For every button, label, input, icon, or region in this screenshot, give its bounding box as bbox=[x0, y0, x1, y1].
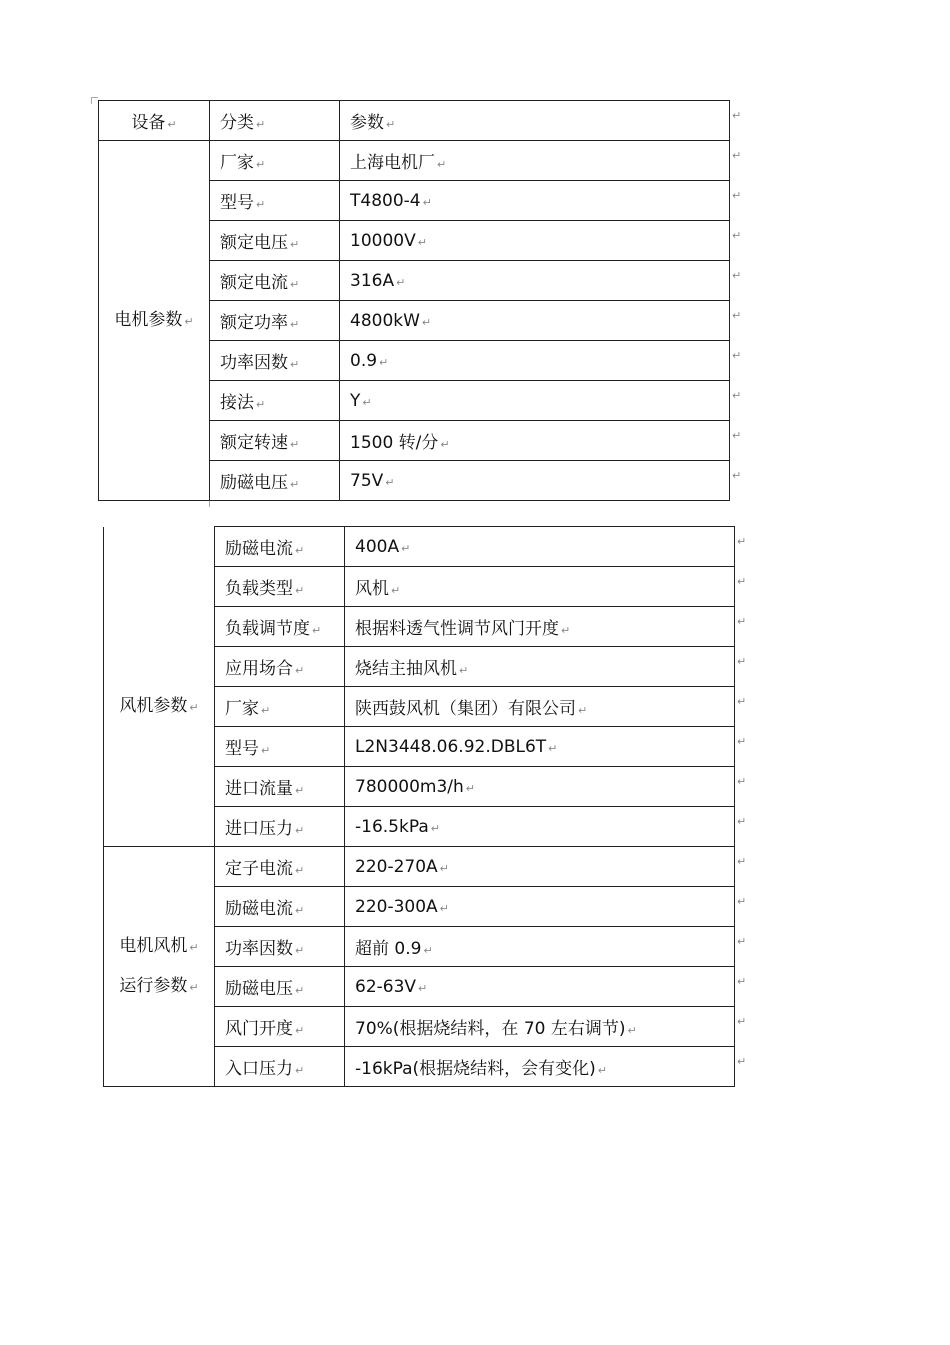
row-end-mark: ↵ bbox=[737, 974, 747, 988]
table-row bbox=[104, 527, 735, 567]
paragraph-mark: ↵ bbox=[379, 355, 389, 369]
row-end-mark: ↵ bbox=[737, 694, 747, 708]
table-row bbox=[104, 847, 735, 887]
run-group-label-line: 运行参数 ↵ bbox=[119, 975, 199, 996]
paragraph-mark: ↵ bbox=[167, 118, 177, 131]
value-cell: 316A ↵ bbox=[340, 261, 730, 301]
value-cell: L2N3448.06.92.DBL6T ↵ bbox=[345, 727, 735, 767]
header-device: 设备 ↵ bbox=[99, 101, 210, 141]
paragraph-mark: ↵ bbox=[295, 904, 305, 917]
row-end-mark: ↵ bbox=[737, 1054, 747, 1068]
table-header-row bbox=[99, 101, 730, 141]
row-end-mark: ↵ bbox=[737, 734, 747, 748]
category-cell: 进口流量 ↵ bbox=[215, 767, 345, 807]
paragraph-mark: ↵ bbox=[396, 275, 406, 289]
paragraph-mark: ↵ bbox=[256, 118, 266, 131]
paragraph-mark: ↵ bbox=[417, 235, 427, 249]
row-end-mark: ↵ bbox=[732, 268, 742, 282]
paragraph-mark: ↵ bbox=[261, 744, 271, 757]
category-cell: 励磁电流 ↵ bbox=[215, 527, 345, 567]
value-cell: -16.5kPa ↵ bbox=[345, 807, 735, 847]
header-category: 分类 ↵ bbox=[210, 101, 340, 141]
category-cell: 进口压力 ↵ bbox=[215, 807, 345, 847]
paragraph-mark: ↵ bbox=[290, 318, 300, 331]
paragraph-mark: ↵ bbox=[578, 704, 588, 717]
paragraph-mark: ↵ bbox=[295, 1064, 305, 1077]
category-cell: 入口压力 ↵ bbox=[215, 1047, 345, 1087]
value-cell: 75V ↵ bbox=[340, 461, 730, 501]
value-cell: 70%(根据烧结料，在 70 左右调节) ↵ bbox=[345, 1007, 735, 1047]
category-cell: 厂家 ↵ bbox=[215, 687, 345, 727]
fan-spec-table bbox=[103, 526, 735, 1087]
value-cell: 上海电机厂 ↵ bbox=[340, 141, 730, 181]
paragraph-mark: ↵ bbox=[391, 584, 401, 597]
paragraph-mark: ↵ bbox=[465, 781, 475, 795]
row-end-mark: ↵ bbox=[737, 894, 747, 908]
row-end-mark: ↵ bbox=[732, 308, 742, 322]
row-end-mark: ↵ bbox=[737, 774, 747, 788]
paragraph-mark: ↵ bbox=[295, 544, 305, 557]
value-cell: 4800kW ↵ bbox=[340, 301, 730, 341]
paragraph-mark: ↵ bbox=[561, 624, 571, 637]
value-cell: 780000m3/h ↵ bbox=[345, 767, 735, 807]
value-cell: 400A ↵ bbox=[345, 527, 735, 567]
paragraph-mark: ↵ bbox=[261, 704, 271, 717]
paragraph-mark: ↵ bbox=[295, 824, 305, 837]
row-end-mark: ↵ bbox=[732, 148, 742, 162]
motor-spec-table bbox=[98, 100, 730, 501]
paragraph-mark: ↵ bbox=[290, 238, 300, 251]
category-cell: 定子电流 ↵ bbox=[215, 847, 345, 887]
value-cell: 1500 转/分 ↵ bbox=[340, 421, 730, 461]
row-end-mark: ↵ bbox=[732, 388, 742, 402]
paragraph-mark: ↵ bbox=[295, 1024, 305, 1037]
paragraph-mark: ↵ bbox=[548, 741, 558, 755]
category-cell: 额定功率 ↵ bbox=[210, 301, 340, 341]
paragraph-mark: ↵ bbox=[295, 664, 305, 677]
paragraph-mark: ↵ bbox=[295, 984, 305, 997]
paragraph-mark: ↵ bbox=[295, 584, 305, 597]
paragraph-mark: ↵ bbox=[189, 940, 199, 954]
row-end-mark: ↵ bbox=[737, 814, 747, 828]
table-row bbox=[99, 141, 730, 181]
category-cell: 型号 ↵ bbox=[210, 181, 340, 221]
paragraph-mark: ↵ bbox=[418, 981, 428, 995]
value-cell: T4800-4 ↵ bbox=[340, 181, 730, 221]
value-cell: 220-300A ↵ bbox=[345, 887, 735, 927]
row-end-mark: ↵ bbox=[737, 934, 747, 948]
category-cell: 厂家 ↵ bbox=[210, 141, 340, 181]
value-cell: 烧结主抽风机 ↵ bbox=[345, 647, 735, 687]
value-cell: 陕西鼓风机（集团）有限公司 ↵ bbox=[345, 687, 735, 727]
category-cell: 风门开度 ↵ bbox=[215, 1007, 345, 1047]
paragraph-mark: ↵ bbox=[256, 158, 266, 171]
category-cell: 励磁电压 ↵ bbox=[215, 967, 345, 1007]
paragraph-mark: ↵ bbox=[437, 158, 447, 171]
paragraph-mark: ↵ bbox=[189, 700, 199, 714]
page-corner-mark bbox=[91, 97, 98, 104]
category-cell: 负载类型 ↵ bbox=[215, 567, 345, 607]
value-cell: 超前 0.9 ↵ bbox=[345, 927, 735, 967]
row-end-mark: ↵ bbox=[737, 534, 747, 548]
paragraph-mark: ↵ bbox=[423, 944, 433, 957]
motor-group-label bbox=[99, 141, 210, 501]
paragraph-mark: ↵ bbox=[290, 478, 300, 491]
category-cell: 功率因数 ↵ bbox=[210, 341, 340, 381]
row-end-mark: ↵ bbox=[737, 574, 747, 588]
category-cell: 型号 ↵ bbox=[215, 727, 345, 767]
paragraph-mark: ↵ bbox=[295, 864, 305, 877]
paragraph-mark: ↵ bbox=[189, 980, 199, 994]
paragraph-mark: ↵ bbox=[459, 664, 469, 677]
category-cell: 额定电流 ↵ bbox=[210, 261, 340, 301]
row-end-mark: ↵ bbox=[737, 854, 747, 868]
paragraph-mark: ↵ bbox=[597, 1064, 607, 1077]
row-end-mark: ↵ bbox=[732, 108, 742, 122]
row-end-mark: ↵ bbox=[732, 348, 742, 362]
row-end-mark: ↵ bbox=[732, 428, 742, 442]
paragraph-mark: ↵ bbox=[627, 1024, 637, 1037]
paragraph-mark: ↵ bbox=[439, 861, 449, 875]
row-end-mark: ↵ bbox=[732, 228, 742, 242]
category-cell: 应用场合 ↵ bbox=[215, 647, 345, 687]
value-cell: 10000V ↵ bbox=[340, 221, 730, 261]
value-cell: 0.9 ↵ bbox=[340, 341, 730, 381]
paragraph-mark: ↵ bbox=[385, 475, 395, 489]
category-cell: 额定转速 ↵ bbox=[210, 421, 340, 461]
paragraph-mark: ↵ bbox=[362, 395, 372, 409]
motor-group-continued bbox=[104, 527, 215, 687]
paragraph-mark: ↵ bbox=[256, 198, 266, 211]
value-cell: 风机 ↵ bbox=[345, 567, 735, 607]
paragraph-mark: ↵ bbox=[290, 358, 300, 371]
paragraph-mark: ↵ bbox=[430, 821, 440, 835]
row-end-mark: ↵ bbox=[737, 654, 747, 668]
row-end-mark: ↵ bbox=[732, 468, 742, 482]
paragraph-mark: ↵ bbox=[290, 278, 300, 291]
table-row bbox=[104, 687, 735, 727]
paragraph-mark: ↵ bbox=[439, 901, 449, 915]
category-cell: 接法 ↵ bbox=[210, 381, 340, 421]
page-corner-mark bbox=[209, 500, 216, 507]
paragraph-mark: ↵ bbox=[422, 195, 432, 209]
run-group-label-line: 电机风机 ↵ bbox=[119, 935, 199, 956]
paragraph-mark: ↵ bbox=[184, 314, 194, 328]
row-end-mark: ↵ bbox=[737, 1014, 747, 1028]
value-cell: 62-63V ↵ bbox=[345, 967, 735, 1007]
row-end-mark: ↵ bbox=[737, 614, 747, 628]
row-end-mark: ↵ bbox=[732, 188, 742, 202]
paragraph-mark: ↵ bbox=[386, 118, 396, 131]
fan-group-label-line: 风机参数 ↵ bbox=[119, 695, 199, 716]
value-cell: -16kPa(根据烧结料，会有变化) ↵ bbox=[345, 1047, 735, 1087]
fan-group-label bbox=[104, 687, 215, 847]
category-cell: 额定电压 ↵ bbox=[210, 221, 340, 261]
category-cell: 励磁电流 ↵ bbox=[215, 887, 345, 927]
category-cell: 负载调节度 ↵ bbox=[215, 607, 345, 647]
paragraph-mark: ↵ bbox=[295, 784, 305, 797]
value-cell: 220-270A ↵ bbox=[345, 847, 735, 887]
paragraph-mark: ↵ bbox=[421, 315, 432, 329]
motor-group-label-line: 电机参数 ↵ bbox=[114, 309, 194, 330]
paragraph-mark: ↵ bbox=[290, 438, 300, 451]
paragraph-mark: ↵ bbox=[295, 944, 305, 957]
value-cell: 根据料透气性调节风门开度 ↵ bbox=[345, 607, 735, 647]
paragraph-mark: ↵ bbox=[401, 541, 411, 555]
paragraph-mark: ↵ bbox=[256, 398, 266, 411]
paragraph-mark: ↵ bbox=[440, 438, 450, 451]
category-cell: 功率因数 ↵ bbox=[215, 927, 345, 967]
run-group-label bbox=[104, 847, 215, 1087]
category-cell: 励磁电压 ↵ bbox=[210, 461, 340, 501]
header-param: 参数 ↵ bbox=[340, 101, 730, 141]
paragraph-mark: ↵ bbox=[312, 624, 322, 637]
value-cell: Y ↵ bbox=[340, 381, 730, 421]
